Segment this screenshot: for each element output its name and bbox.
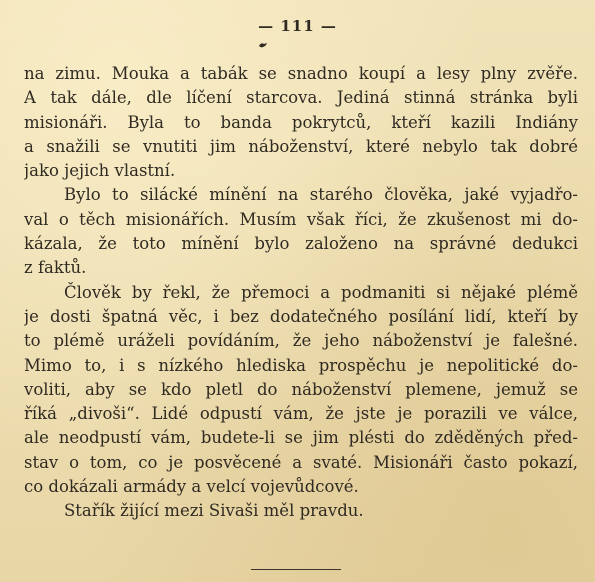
text-line: misionáři. Byla to banda pokrytců, kteří kazili Indiány — [24, 112, 578, 132]
page-number: — 111 — — [258, 17, 337, 35]
text-line: co dokázali armády a velcí vojevůdcové. — [24, 477, 359, 497]
text-line: kázala, že toto mínění bylo založeno na správné dedukci — [24, 234, 578, 254]
text-line: val o těch misionářích. Musím však říci, že zkušenost mi do- — [24, 209, 578, 229]
text-line: Mimo to, i s nízkého hlediska prospěchu je nepolitické do- — [24, 355, 578, 375]
text-line: z faktů. — [24, 258, 87, 278]
text-line: voliti, aby se kdo pletl do náboženství plemene, jemuž se — [24, 379, 578, 399]
ink-mark-icon — [258, 40, 268, 50]
bottom-rule — [251, 569, 341, 570]
body-text — [24, 62, 578, 524]
text-line: A tak dále, dle líčení starcova. Jediná stinná stránka byli — [24, 88, 578, 108]
text-line: jako jejich vlastní. — [24, 161, 176, 181]
text-line: Člověk by řekl, že přemoci a podmaniti si nějaké plémě — [64, 282, 578, 302]
text-line: to plémě uráželi povídáním, že jeho náboženství je falešné. — [24, 331, 578, 351]
text-line: Bylo to silácké mínění na starého člověka, jaké vyjadřo- — [64, 185, 578, 205]
text-line: stav o tom, co je posvěcené a svaté. Misionáři často pokazí, — [24, 452, 578, 472]
text-line: Stařík žijící mezi Sivaši měl pravdu. — [64, 501, 364, 521]
text-line: je dosti špatná věc, i bez dodatečného posílání lidí, kteří by — [24, 306, 578, 326]
text-line: říká „divoši“. Lidé odpustí vám, že jste je porazili ve válce, — [24, 404, 578, 424]
text-line: na zimu. Mouka a tabák se snadno koupí a lesy plny zvěře. — [24, 64, 578, 83]
text-line: a snažili se vnutiti jim náboženství, které nebylo tak dobré — [24, 136, 578, 156]
text-line: ale neodpustí vám, budete-li se jim plésti do zděděných před- — [24, 428, 578, 448]
